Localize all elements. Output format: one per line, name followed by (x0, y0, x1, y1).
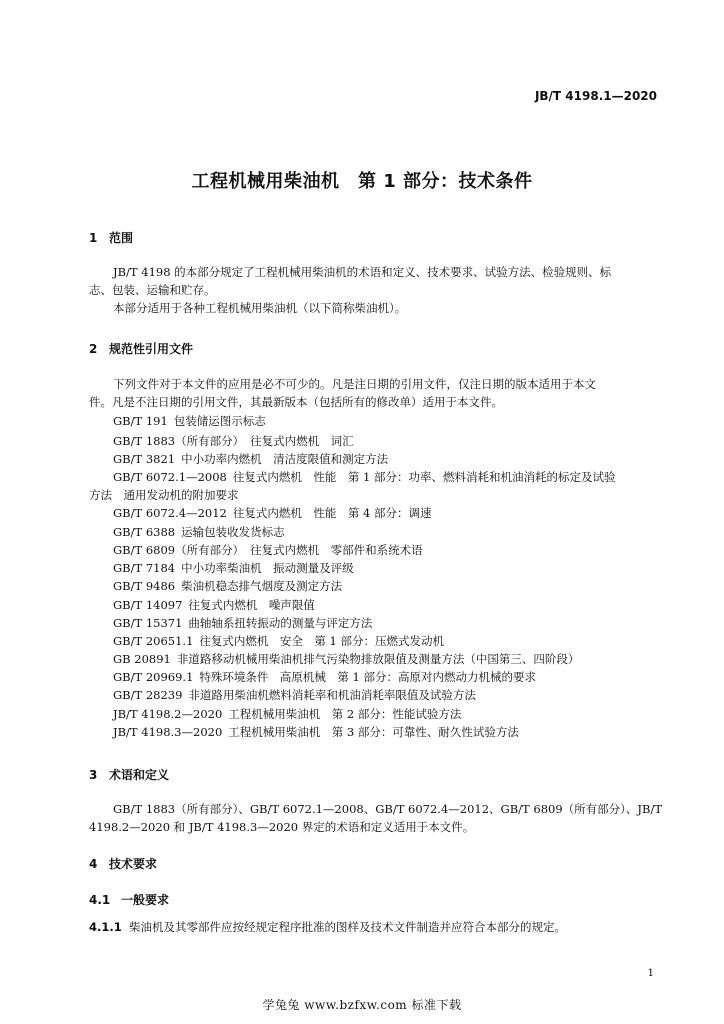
reference-item (113, 505, 431, 521)
section-2-intro-line-2: 件。凡是不注日期的引用文件，其最新版本（包括所有的修改单）适用于本文件。 (89, 395, 503, 409)
page-number: 1 (647, 968, 654, 979)
reference-code: GB 20891 (113, 652, 171, 666)
reference-item (113, 578, 342, 594)
reference-code: GB/T 14097 (113, 598, 183, 612)
section-1-para-2: 本部分适用于各种工程机械用柴油机（以下简称柴油机）。 (113, 301, 407, 315)
reference-code: GB/T 7184 (113, 561, 176, 575)
reference-code: GB/T 191 (113, 414, 168, 428)
section-title: 一般要求 (121, 893, 170, 907)
reference-item (113, 615, 372, 631)
reference-code: JB/T 4198.3—2020 (113, 725, 223, 739)
section-title: 术语和定义 (109, 768, 170, 782)
reference-code: GB/T 6809（所有部分） (113, 543, 245, 557)
reference-title: 往复式内燃机 词汇 (250, 434, 354, 448)
reference-item (113, 433, 354, 449)
section-number: 4.1 (89, 893, 111, 907)
subsection-4-1-heading (89, 891, 169, 908)
section-1-para-1-line-2: 志、包装、运输和贮存。 (89, 283, 216, 297)
reference-code: GB/T 6388 (113, 525, 176, 539)
reference-item (113, 669, 536, 685)
section-1-para-1-line-1: JB/T 4198 的本部分规定了工程机械用柴油机的术语和定义、技术要求、试验方法、检验规则、标 (113, 265, 612, 279)
footer-watermark: 学兔兔 www.bzfxw.com 标准下载 (262, 998, 462, 1012)
reference-item (113, 524, 285, 540)
reference-item-continuation: 方法 通用发动机的附加要求 (89, 488, 239, 502)
section-number: 2 (89, 342, 98, 356)
reference-title: 往复式内燃机 噪声限值 (188, 598, 315, 612)
reference-code: GB/T 3821 (113, 452, 176, 466)
reference-title: 非道路移动机械用柴油机排气污染物排放限值及测量方法（中国第三、四阶段） (176, 652, 580, 666)
section-number: 3 (89, 768, 98, 782)
reference-item (113, 597, 315, 613)
clause-text: 柴油机及其零部件应按经规定程序批准的图样及技术文件制造并应符合本部分的规定。 (129, 920, 566, 934)
reference-title: 往复式内燃机 安全 第 1 部分：压燃式发动机 (199, 634, 445, 648)
reference-title: 工程机械用柴油机 第 3 部分：可靠性、耐久性试验方法 (228, 725, 519, 739)
reference-title: 工程机械用柴油机 第 2 部分：性能试验方法 (228, 707, 462, 721)
section-title: 规范性引用文件 (109, 342, 194, 356)
reference-code: JB/T 4198.2—2020 (113, 707, 223, 721)
section-title: 技术要求 (109, 857, 158, 871)
reference-item (113, 413, 266, 429)
reference-item (113, 651, 579, 667)
section-title: 范围 (109, 231, 134, 245)
reference-code: GB/T 6072.1—2008 (113, 470, 227, 484)
reference-title: 往复式内燃机 性能 第 1 部分：功率、燃料消耗和机油消耗的标定及试验 (232, 470, 616, 484)
reference-title: 运输包装收发货标志 (181, 525, 285, 539)
reference-item (113, 451, 388, 467)
reference-code: GB/T 20969.1 (113, 670, 194, 684)
reference-code: GB/T 1883（所有部分） (113, 434, 245, 448)
document-code: JB/T 4198.1—2020 (534, 89, 657, 103)
reference-title: 往复式内燃机 性能 第 4 部分：调速 (232, 506, 432, 520)
section-3-para-line-1: GB/T 1883（所有部分）、GB/T 6072.1—2008、GB/T 6072.4—2012、GB/T 6809（所有部分）、JB/T (113, 802, 662, 816)
section-1-heading (89, 229, 133, 246)
section-2-heading (89, 340, 193, 357)
reference-title: 非道路用柴油机燃料消耗率和机油消耗率限值及试验方法 (188, 688, 476, 702)
reference-title: 中小功率内燃机 清洁度限值和测定方法 (181, 452, 389, 466)
reference-title: 曲轴轴系扭转振动的测量与评定方法 (188, 616, 373, 630)
reference-code: GB/T 20651.1 (113, 634, 194, 648)
reference-item (113, 469, 615, 485)
section-3-para-line-2: 4198.2—2020 和 JB/T 4198.3—2020 界定的术语和定义适用于本文件。 (89, 820, 475, 834)
reference-title: 中小功率柴油机 振动测量及评级 (181, 561, 354, 575)
reference-title: 包装储运图示标志 (173, 414, 266, 428)
section-4-heading (89, 855, 157, 872)
reference-code: GB/T 28239 (113, 688, 183, 702)
reference-title: 往复式内燃机 零部件和系统术语 (250, 543, 423, 557)
reference-title: 柴油机稳态排气烟度及测定方法 (181, 579, 343, 593)
clause-4-1-1 (89, 918, 566, 936)
reference-item (113, 724, 519, 740)
section-2-intro-line-1: 下列文件对于本文件的应用是必不可少的。凡是注日期的引用文件，仅注日期的版本适用于本文 (113, 377, 596, 391)
section-number: 4 (89, 857, 98, 871)
reference-item (113, 542, 423, 558)
reference-item (113, 687, 476, 703)
document-title: 工程机械用柴油机 第 1 部分：技术条件 (191, 171, 533, 192)
reference-code: GB/T 9486 (113, 579, 176, 593)
reference-code: GB/T 15371 (113, 616, 183, 630)
reference-item (113, 633, 444, 649)
reference-item (113, 560, 354, 576)
reference-title: 特殊环境条件 高原机械 第 1 部分：高原对内燃动力机械的要求 (199, 670, 537, 684)
reference-code: GB/T 6072.4—2012 (113, 506, 227, 520)
section-number: 1 (89, 231, 98, 245)
section-3-heading (89, 766, 169, 783)
reference-item (113, 706, 461, 722)
clause-number: 4.1.1 (89, 920, 122, 934)
